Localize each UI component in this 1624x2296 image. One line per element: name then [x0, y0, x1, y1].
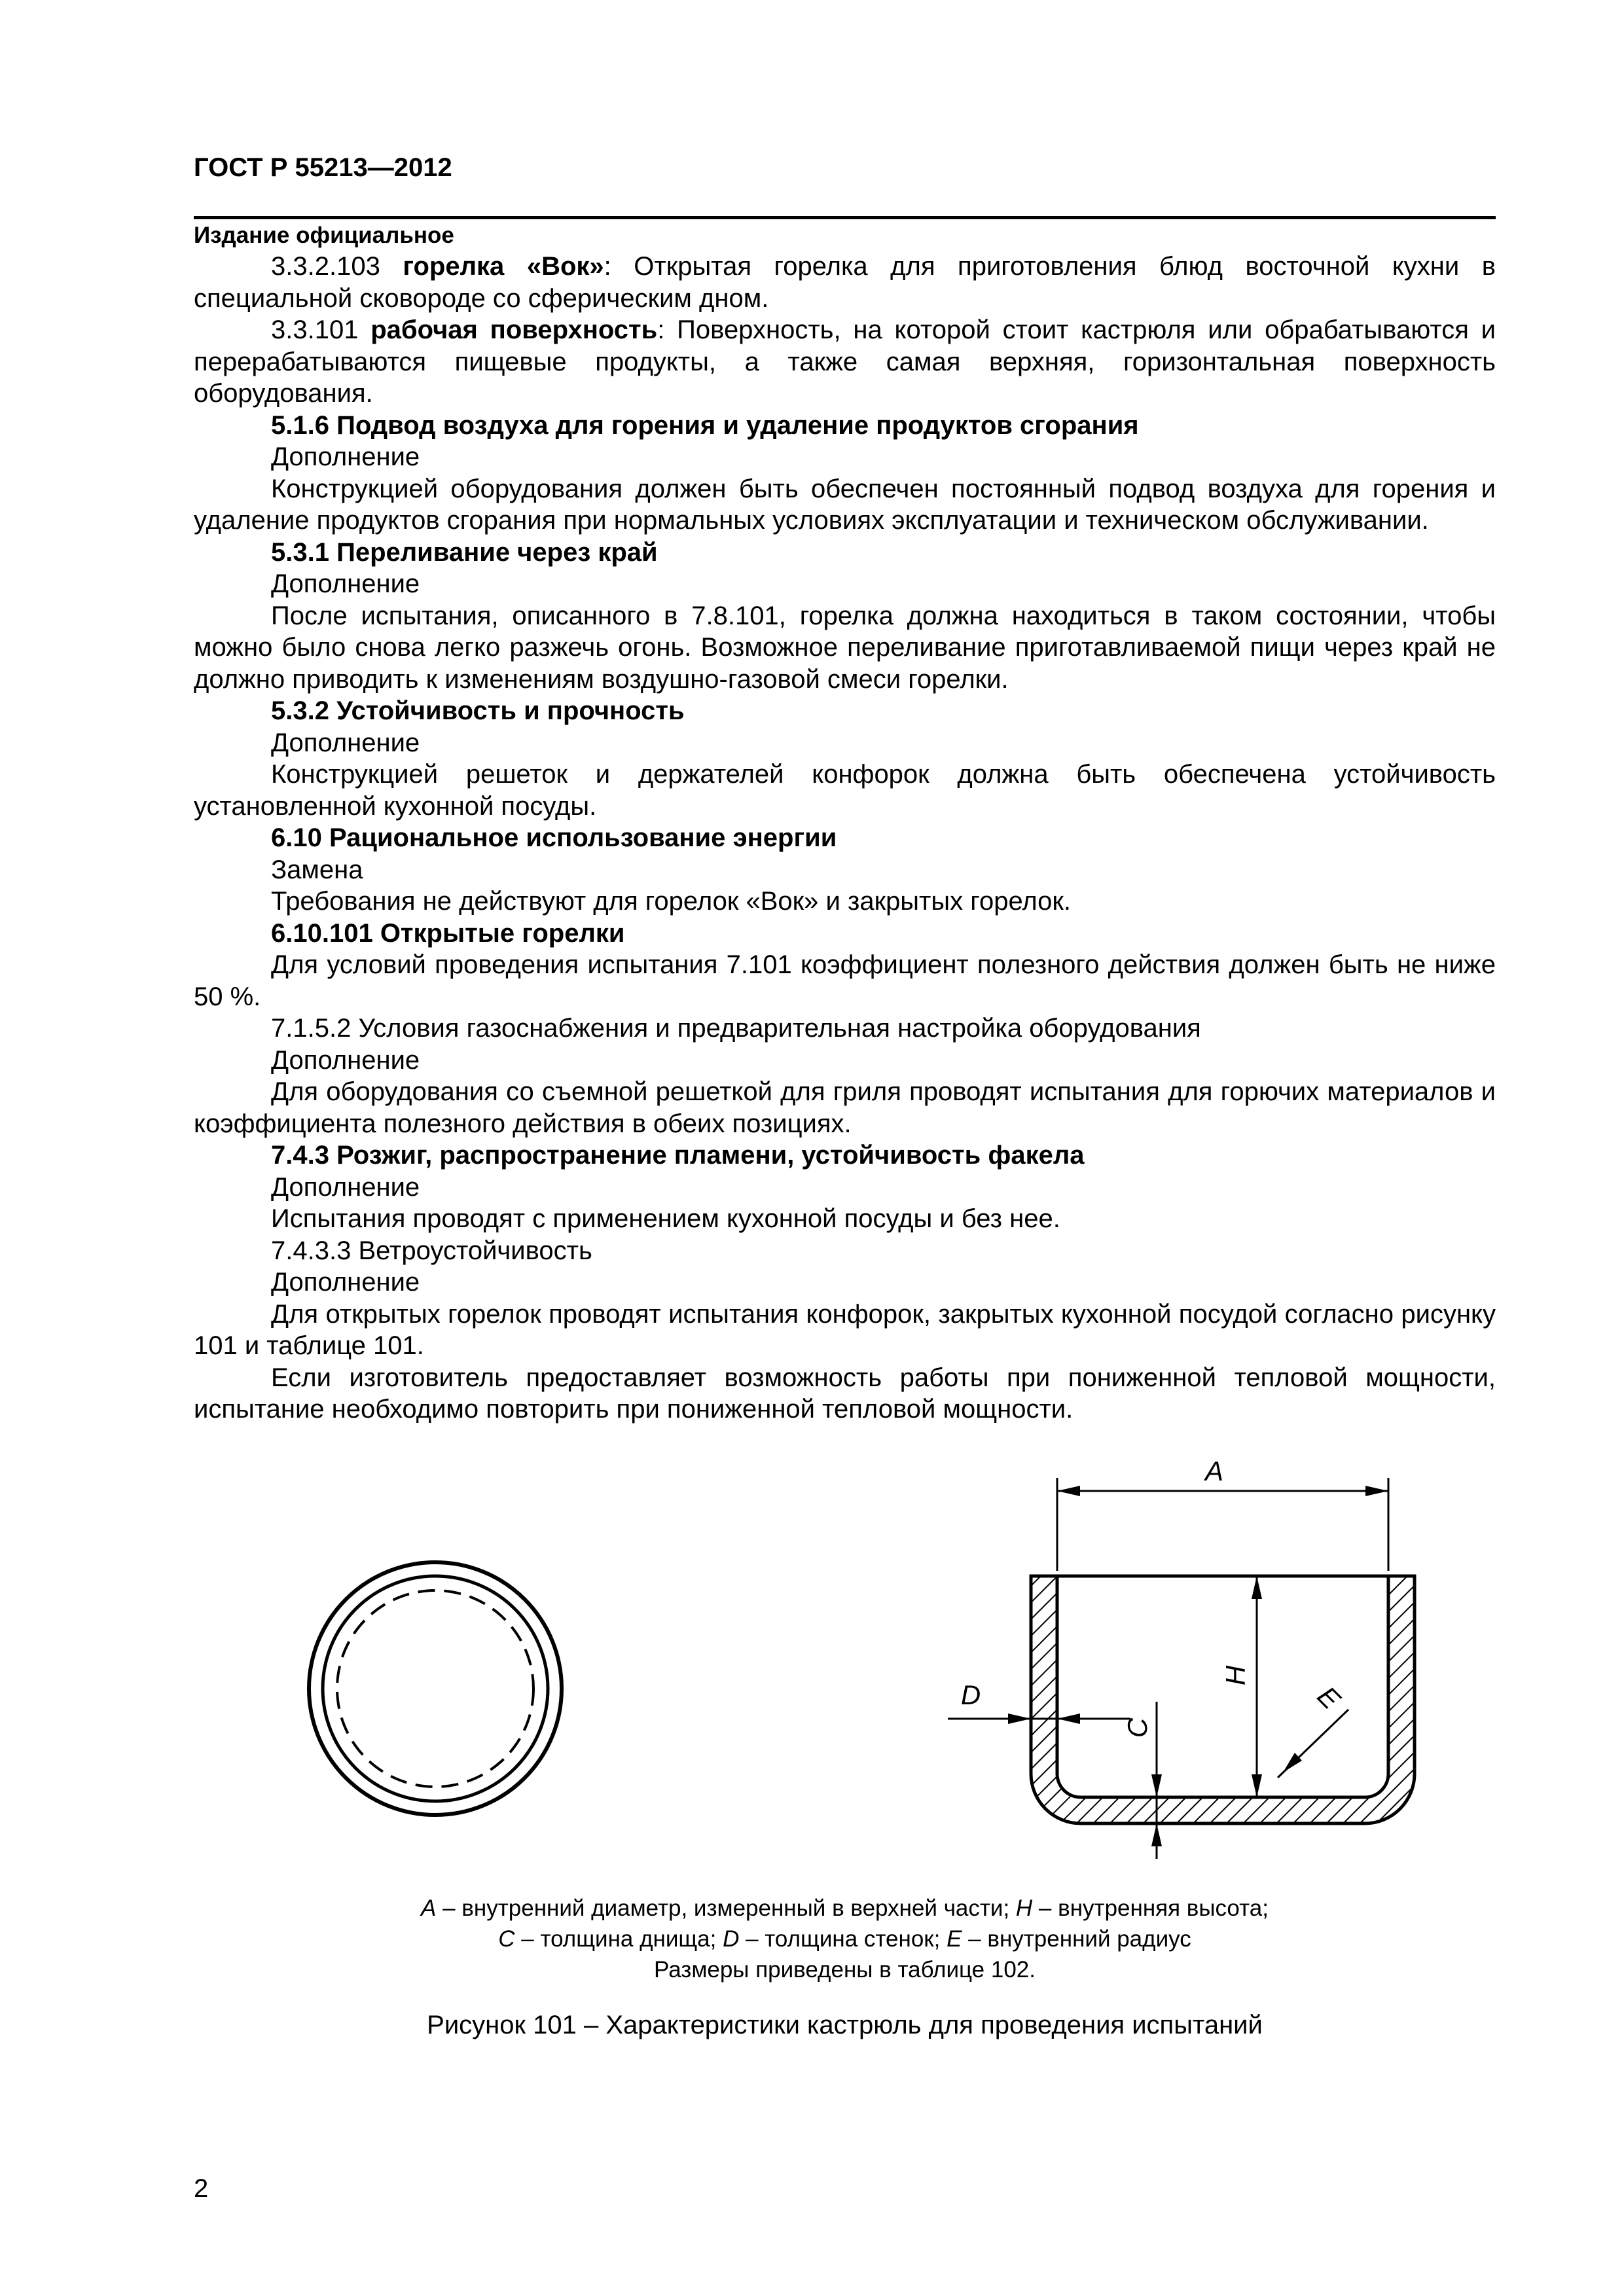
- term-name: горелка «Вок»: [403, 252, 604, 281]
- legend-text: – внутренняя высота;: [1032, 1895, 1269, 1921]
- legend-text: – толщина стенок;: [739, 1926, 947, 1952]
- label-c: C: [1122, 1717, 1153, 1738]
- paragraph: Испытания проводят с применением кухонной посуды и без нее.: [271, 1204, 1060, 1233]
- pot-section-view: [948, 1456, 1415, 1859]
- term-text: : Поверхность, на которой стоит кастрюля или обрабатываются и перерабатываются пищевые продукты, а также самая верхняя, горизонтальная поверхность оборудования.: [194, 315, 1496, 408]
- paragraph: Дополнение: [271, 728, 420, 757]
- term-number: 3.3.2.103: [271, 252, 403, 281]
- legend-line: [194, 1924, 1496, 1954]
- dimension-a-arrow-right: [1365, 1486, 1388, 1496]
- dimension-h-arrow-top: [1252, 1576, 1262, 1599]
- legend-line: [194, 1954, 1496, 1985]
- figure-caption: Рисунок 101 – Характеристики кастрюль для проведения испытаний: [427, 2011, 1263, 2039]
- paragraph: Для оборудования со съемной решеткой для гриля проводят испытания для горючих материалов и коэффициента полезного действия в обеих позициях.: [194, 1077, 1496, 1138]
- section-heading: 6.10 Рациональное использование энергии: [271, 823, 837, 852]
- term-text: : Открытая горелка для приготовления блюд восточной кухни в специальной сковороде со сферическим дном.: [194, 252, 1496, 313]
- label-e: E: [1311, 1680, 1346, 1715]
- dimension-h-arrow-bottom: [1252, 1774, 1262, 1797]
- term-name: рабочая поверхность: [370, 315, 658, 344]
- body-text: [194, 251, 1496, 1426]
- label-d: D: [960, 1679, 981, 1710]
- figure-legend: [194, 1893, 1496, 1985]
- dimension-a-arrow-left: [1057, 1486, 1080, 1496]
- term-definition: [194, 251, 1496, 314]
- pot-top-view: [309, 1562, 562, 1815]
- dimension-c-arrow-bottom: [1151, 1823, 1162, 1846]
- legend-text: – внутренний радиус: [962, 1926, 1191, 1952]
- legend-symbol: C: [498, 1926, 515, 1952]
- label-a: A: [1204, 1456, 1224, 1486]
- legend-symbol: E: [947, 1926, 962, 1952]
- paragraph: Для условий проведения испытания 7.101 коэффициент полезного действия должен быть не ниже 50 %.: [194, 950, 1496, 1011]
- section-heading: 5.1.6 Подвод воздуха для горения и удаление продуктов сгорания: [271, 410, 1139, 440]
- paragraph: Дополнение: [271, 1268, 420, 1297]
- figure-101: [0, 1433, 1624, 1878]
- page-number: 2: [194, 2174, 209, 2203]
- paragraph: Дополнение: [271, 442, 420, 471]
- legend-text: – толщина днища;: [514, 1926, 723, 1952]
- legend-symbol: D: [723, 1926, 740, 1952]
- dimension-d-arrow-outer: [1008, 1713, 1031, 1724]
- label-h: H: [1220, 1665, 1251, 1686]
- legend-symbol: A: [421, 1895, 437, 1921]
- pot-bottom-dashed-circle: [337, 1590, 533, 1787]
- paragraph: Дополнение: [271, 1045, 420, 1075]
- pot-inner-circle: [323, 1576, 548, 1801]
- paragraph: Дополнение: [271, 1172, 420, 1202]
- section-heading: 5.3.1 Переливание через край: [271, 537, 658, 567]
- term-definition: [194, 314, 1496, 410]
- paragraph: Если изготовитель предоставляет возможность работы при пониженной тепловой мощности, испытание необходимо повторить при пониженной тепловой мощности.: [194, 1363, 1496, 1424]
- paragraph: После испытания, описанного в 7.8.101, горелка должна находиться в таком состоянии, чтобы можно было снова легко разжечь огонь. Возможное переливание приготавливаемой пищи через край не должно приводить к изменениям воздушно-газовой смеси горелки.: [194, 601, 1496, 694]
- legend-symbol: H: [1015, 1895, 1033, 1921]
- paragraph: Конструкцией оборудования должен быть обеспечен постоянный подвод воздуха для горения и удаление продуктов сгорания при нормальных условиях эксплуатации и техническом обслуживании.: [194, 474, 1496, 535]
- legend-line: [194, 1893, 1496, 1924]
- term-number: 3.3.101: [271, 315, 371, 344]
- paragraph: 7.4.3.3 Ветроустойчивость: [271, 1236, 592, 1265]
- pot-wall-section: [1031, 1576, 1415, 1823]
- dimension-c-arrow-top: [1151, 1774, 1162, 1797]
- document-id: ГОСТ Р 55213—2012: [194, 153, 452, 182]
- paragraph: Замена: [271, 855, 363, 884]
- section-heading: 7.4.3 Розжиг, распространение пламени, устойчивость факела: [271, 1141, 1085, 1170]
- legend-text: – внутренний диаметр, измеренный в верхней части;: [436, 1895, 1016, 1921]
- paragraph: 7.1.5.2 Условия газоснабжения и предварительная настройка оборудования: [271, 1014, 1201, 1043]
- legend-text: Размеры приведены в таблице 102.: [654, 1957, 1036, 1982]
- header-rule: [194, 216, 1496, 219]
- paragraph: Дополнение: [271, 569, 420, 598]
- pot-outer-circle: [309, 1562, 562, 1815]
- section-heading: 6.10.101 Открытые горелки: [271, 918, 625, 948]
- paragraph: Для открытых горелок проводят испытания конфорок, закрытых кухонной посудой согласно рисунку 101 и таблице 101.: [194, 1299, 1496, 1360]
- paragraph: Требования не действуют для горелок «Вок» и закрытых горелок.: [271, 887, 1072, 916]
- edition-label: Издание официальное: [194, 223, 454, 248]
- dimension-d-arrow-inner: [1057, 1713, 1080, 1724]
- section-heading: 5.3.2 Устойчивость и прочность: [271, 696, 685, 725]
- paragraph: Конструкцией решеток и держателей конфорок должна быть обеспечена устойчивость установленной кухонной посуды.: [194, 760, 1496, 821]
